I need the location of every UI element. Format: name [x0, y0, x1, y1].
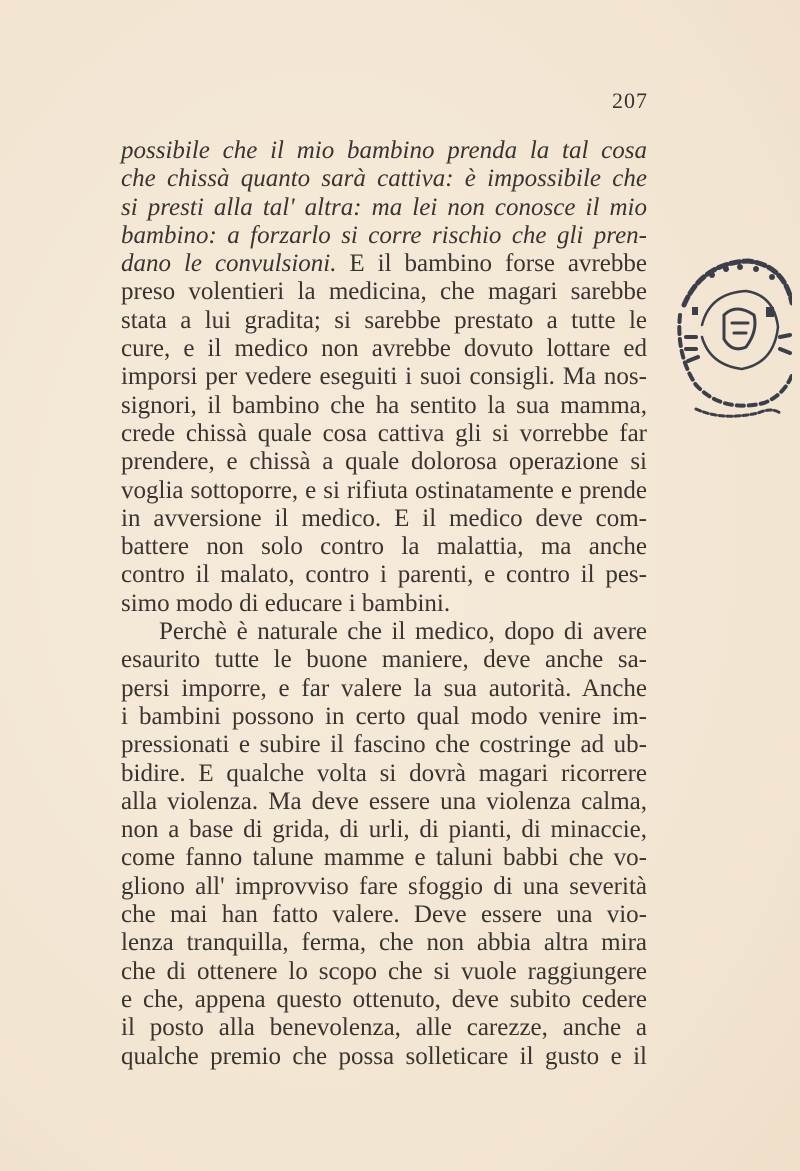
text-line: pressionati e subire il fascino che costringe ad ub-	[121, 731, 647, 759]
page-number: 207	[612, 88, 648, 113]
text-line: non a base di grida, di urli, di pianti, di minaccie,	[121, 816, 647, 844]
text-line: battere non solo contro la malattia, ma anche	[121, 533, 647, 561]
text-line: i bambini possono in certo qual modo venire im-	[121, 702, 647, 730]
text-line: preso volentieri la medicina, che magari sarebbe	[121, 278, 647, 306]
text-line: si presti alla tal' altra: ma lei non conosce il mio	[121, 193, 647, 221]
text-line: prendere, e chissà a quale dolorosa operazione si	[121, 448, 647, 476]
text-line: crede chissà quale cosa cattiva gli si vorrebbe far	[121, 419, 647, 447]
text-line: persi imporre, e far valere la sua autorità. Anche	[121, 674, 647, 702]
text-line: voglia sottoporre, e si rifiuta ostinatamente e prende	[121, 476, 647, 504]
text-line: bidire. E qualche volta si dovrà magari ricorrere	[121, 759, 647, 787]
text-line: bambino: a forzarlo si corre rischio che gli pren-	[121, 221, 647, 249]
text-line: stata a lui gradita; si sarebbe prestato a tutte le	[121, 306, 647, 334]
text-line: che chissà quanto sarà cattiva: è impossibile che	[121, 165, 647, 193]
text-line: cure, e il medico non avrebbe dovuto lottare ed	[121, 335, 647, 363]
text-line: esaurito tutte le buone maniere, deve anche sa-	[121, 646, 647, 674]
text-line: simo modo di educare i bambini.	[121, 589, 451, 617]
text-line: gliono all' improvviso fare sfoggio di una severità	[121, 872, 647, 900]
italic-fragment: dano le convulsioni.	[121, 250, 337, 278]
roman-fragment: E il bambino forse avrebbe	[336, 250, 647, 278]
text-line: che di ottenere lo scopo che si vuole raggiungere	[121, 957, 647, 985]
text-line: e che, appena questo ottenuto, deve subito cedere	[121, 985, 647, 1013]
text-line: Perchè è naturale che il medico, dopo di avere	[159, 618, 647, 646]
text-line: che mai han fatto valere. Deve essere una vio-	[121, 901, 647, 929]
text-line	[121, 250, 647, 278]
library-stamp-icon	[662, 245, 792, 425]
text-line: in avversione il medico. E il medico deve com-	[121, 504, 647, 532]
text-line: possibile che il mio bambino prenda la tal cosa	[121, 137, 647, 164]
body-text	[121, 137, 647, 1071]
text-line: alla violenza. Ma deve essere una violenza calma,	[121, 787, 647, 815]
text-line: qualche premio che possa solleticare il gusto e il	[121, 1042, 647, 1070]
text-line: il posto alla benevolenza, alle carezze, anche a	[121, 1014, 647, 1042]
text-line: lenza tranquilla, ferma, che non abbia altra mira	[121, 929, 647, 957]
text-line: signori, il bambino che ha sentito la sua mamma,	[121, 391, 647, 419]
text-line: come fanno talune mamme e taluni babbi che vo-	[121, 844, 647, 872]
text-line: imporsi per vedere eseguiti i suoi consigli. Ma nos-	[121, 363, 647, 391]
text-line: contro il malato, contro i parenti, e contro il pes-	[121, 561, 647, 589]
